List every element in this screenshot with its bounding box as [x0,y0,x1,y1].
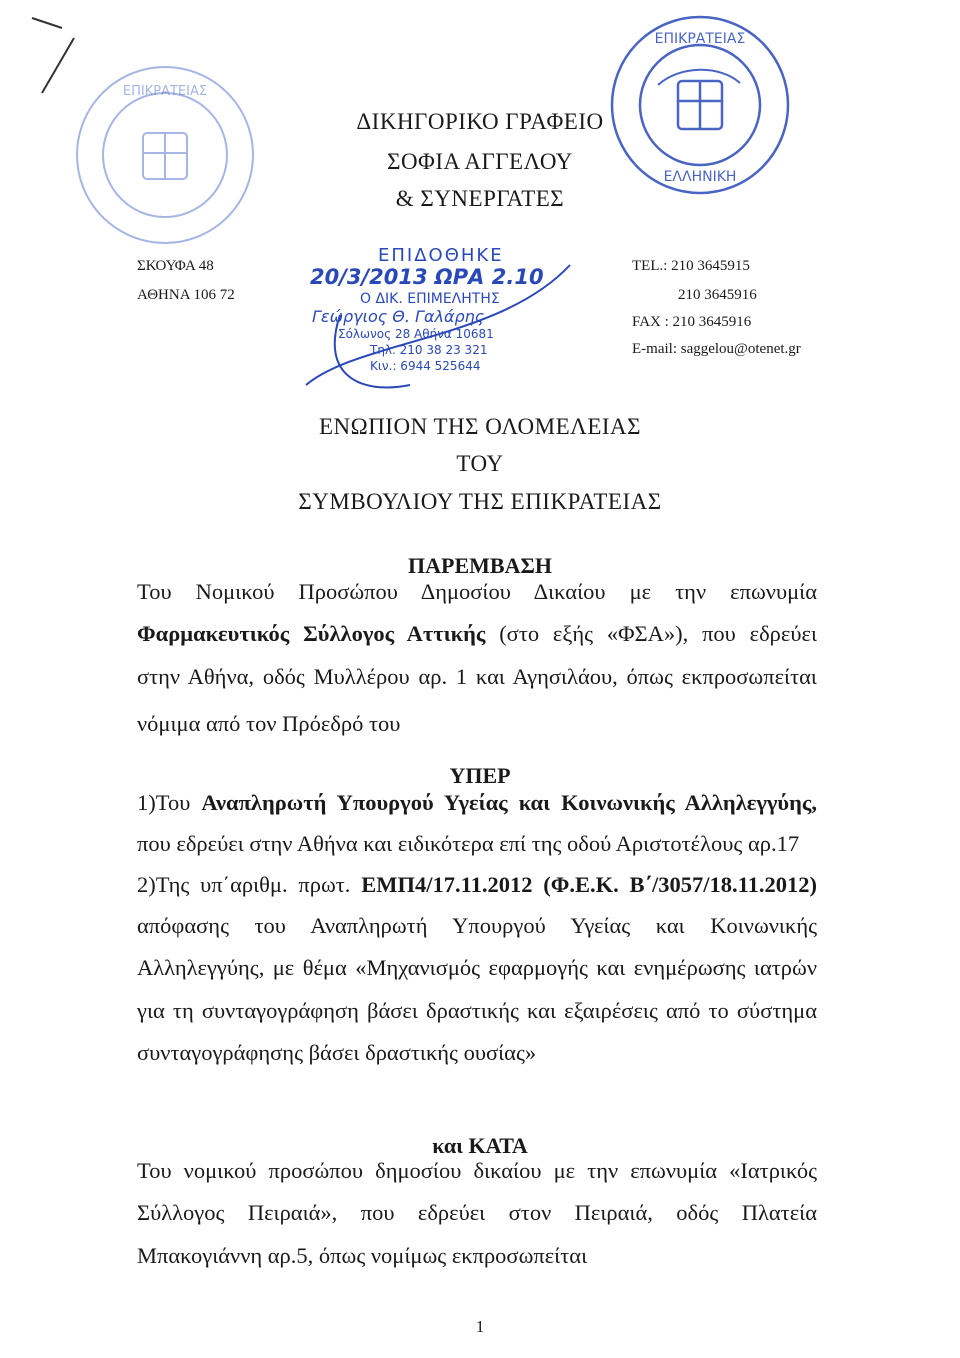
svg-text:ΕΠΙΚΡΑΤΕΙΑΣ: ΕΠΙΚΡΑΤΕΙΑΣ [654,31,746,47]
svg-text:ΕΛΛΗΝΙΚΗ: ΕΛΛΗΝΙΚΗ [663,169,737,185]
yper-line6: για τη συνταγογράφηση βάσει δραστικής και εξαιρέσεις από το σύστημα [137,998,817,1023]
kata-line2: Σύλλογος Πειραιά», που εδρεύει στον Πειραιά, οδός Πλατεία [137,1200,817,1225]
pen-mark [22,8,82,98]
svg-text:ΕΠΙΚΡΑΤΕΙΑΣ: ΕΠΙΚΡΑΤΕΙΑΣ [122,84,208,99]
yper-line1-bold: Αναπληρωτή Υπουργού Υγείας και Κοινωνικής Αλληλεγγύης, [201,790,817,815]
yper-line5: Αλληλεγγύης, με θέμα «Μηχανισμός εφαρμογής και ενημέρωσης ιατρών [137,955,817,980]
yper-line2: που εδρεύει στην Αθήνα και ειδικότερα επί της οδού Αριστοτέλους αρ.17 [137,831,800,856]
intervention-line3: στην Αθήνα, οδός Μυλλέρου αρ. 1 και Αγησιλάου, όπως εκπροσωπείται [137,664,817,689]
address-city: ΑΘΗΝΑ 106 72 [137,287,235,303]
yper-line1-prefix: 1)Του [137,790,202,815]
yper-line7: συνταγογράφησης βάσει δραστικής ουσίας» [137,1040,537,1065]
tel-2: 210 3645916 [678,287,757,303]
intervention-line1: Του Νομικού Προσώπου Δημοσίου Δικαίου με την επωνυμία [137,579,817,604]
intervention-line4: νόμιμα από τον Πρόεδρό του [137,711,401,736]
page-number: 1 [475,1317,485,1336]
received-stamp-l5: Σόλωνος 28 Αθήνα 10681 [338,327,494,341]
email: E-mail: saggelou@otenet.gr [632,341,801,357]
kata-heading: και ΚΑΤΑ [432,1133,528,1158]
yper-line3 [137,872,817,898]
office-name-line2: ΣΟΦΙΑ ΑΓΓΕΛΟΥ [387,149,573,174]
received-stamp-l4: Γεώργιος Θ. Γαλάρης [312,307,485,326]
received-stamp-l2: 20/3/2013 ΩΡΑ 2.10 [310,265,544,289]
tel-1: TEL.: 210 3645915 [632,258,750,274]
intervention-line2 [137,621,817,647]
office-name-line1: ΔΙΚΗΓΟΡΙΚΟ ΓΡΑΦΕΙΟ [356,109,604,134]
fax: FAX : 210 3645916 [632,314,752,330]
received-stamp-l1: ΕΠΙΔΟΘΗΚΕ [378,245,504,266]
yper-line3-prefix: 2)Της υπ΄αριθμ. πρωτ. [137,872,362,897]
address-street: ΣΚΟΥΦΑ 48 [137,258,214,274]
yper-heading: ΥΠΕΡ [449,763,511,788]
received-stamp-l7: Κιν.: 6944 525644 [370,359,481,373]
received-stamp-l3: Ο ΔΙΚ. ΕΠΙΜΕΛΗΤΗΣ [360,291,500,307]
yper-line4: απόφασης του Αναπληρωτή Υπουργού Υγείας και Κοινωνικής [137,913,817,938]
yper-line3-bold: ΕΜΠ4/17.11.2012 (Φ.Ε.Κ. Β΄/3057/18.11.2012) [361,872,818,897]
received-stamp [300,245,600,395]
kata-line1: Του νομικού προσώπου δημοσίου δικαίου με την επωνυμία «Ιατρικός [137,1158,817,1183]
court-line1: ΕΝΩΠΙΟΝ ΤΗΣ ΟΛΟΜΕΛΕΙΑΣ [318,414,642,439]
seal-stamp-right [600,5,800,205]
court-line3: ΣΥΜΒΟΥΛΙΟΥ ΤΗΣ ΕΠΙΚΡΑΤΕΙΑΣ [298,489,662,514]
office-name-line3: & ΣΥΝΕΡΓΑΤΕΣ [395,186,565,211]
intervention-heading: ΠΑΡΕΜΒΑΣΗ [408,553,552,578]
court-line2: ΤΟΥ [456,451,504,476]
intervention-line2-rest: (στο εξής «ΦΣΑ»), που εδρεύει [485,621,817,646]
received-stamp-l6: Τηλ. 210 38 23 321 [370,343,488,357]
kata-line3: Μπακογιάννη αρ.5, όπως νομίμως εκπροσωπείται [137,1243,588,1268]
yper-line1 [137,790,817,816]
intervention-party-name: Φαρμακευτικός Σύλλογος Αττικής [137,621,486,646]
